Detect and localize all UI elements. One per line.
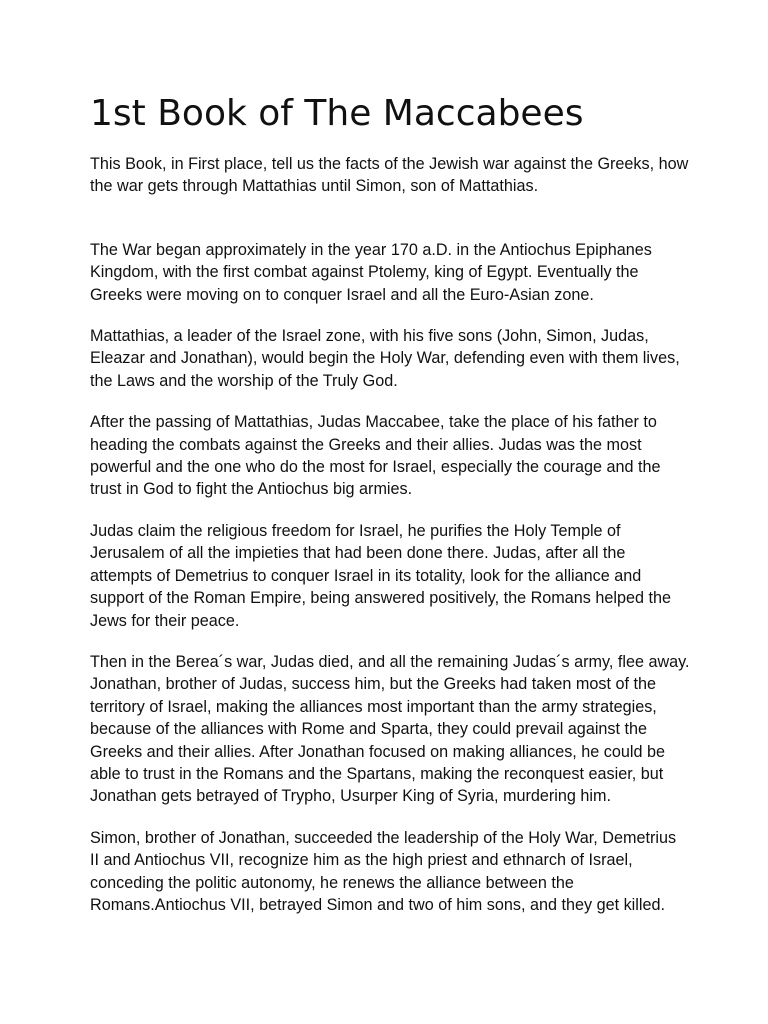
text-line: Jews for their peace. bbox=[90, 611, 240, 630]
text-line: trust in God to fight the Antiochus big armies. bbox=[90, 480, 413, 499]
text-line: attempts of Demetrius to conquer Israel in its totality, look for the alliance and bbox=[90, 566, 642, 585]
paragraph-religious-freedom bbox=[90, 520, 690, 632]
paragraph-mattathias bbox=[90, 325, 690, 392]
document-title: 1st Book of The Maccabees bbox=[90, 93, 584, 134]
text-line: Simon, brother of Jonathan, succeeded the leadership of the Holy War, Demetrius bbox=[90, 828, 677, 847]
text-line: heading the combats against the Greeks and their allies. Judas was the most bbox=[90, 435, 642, 454]
text-line: Judas claim the religious freedom for Israel, he purifies the Holy Temple of bbox=[90, 521, 621, 540]
text-line: The War began approximately in the year 170 a.D. in the Antiochus Epiphanes bbox=[90, 240, 652, 259]
text-line: able to trust in the Romans and the Spartans, making the reconquest easier, but bbox=[90, 764, 664, 783]
text-line: Romans.Antiochus VII, betrayed Simon and two of him sons, and they get killed. bbox=[90, 895, 665, 914]
text-line: Eleazar and Jonathan), would begin the Holy War, defending even with them lives, bbox=[90, 349, 680, 368]
text-line: After the passing of Mattathias, Judas Maccabee, take the place of his father to bbox=[90, 413, 657, 432]
text-line: Greeks were moving on to conquer Israel and all the Euro-Asian zone. bbox=[90, 285, 594, 304]
text-line: Kingdom, with the first combat against Ptolemy, king of Egypt. Eventually the bbox=[90, 263, 639, 282]
document-body bbox=[90, 153, 690, 916]
text-line: Jonathan gets betrayed of Trypho, Usurper King of Syria, murdering him. bbox=[90, 787, 611, 806]
text-line: Then in the Berea´s war, Judas died, and all the remaining Judas´s army, flee away. bbox=[90, 652, 690, 671]
paragraph-jonathan bbox=[90, 651, 690, 808]
text-line: This Book, in First place, tell us the facts of the Jewish war against the Greeks, how bbox=[90, 155, 689, 173]
text-line: support of the Roman Empire, being answered positively, the Romans helped the bbox=[90, 589, 671, 608]
text-line: conceding the politic autonomy, he renews the alliance between the bbox=[90, 873, 574, 892]
text-line: territory of Israel, making the alliances most important than the army strategies, bbox=[90, 697, 657, 716]
paragraph-intro bbox=[90, 153, 690, 198]
text-line: Mattathias, a leader of the Israel zone, with his five sons (John, Simon, Judas, bbox=[90, 327, 649, 346]
text-line: because of the alliances with Rome and Sparta, they could prevail against the bbox=[90, 720, 648, 739]
text-line: Jonathan, brother of Judas, success him, but the Greeks had taken most of the bbox=[90, 675, 656, 694]
paragraph-simon bbox=[90, 827, 690, 917]
text-line: powerful and the one who do the most for Israel, especially the courage and the bbox=[90, 458, 661, 477]
text-line: the Laws and the worship of the Truly God. bbox=[90, 371, 398, 390]
text-line: Jerusalem of all the impieties that had been done there. Judas, after all the bbox=[90, 544, 626, 563]
text-line: Greeks and their allies. After Jonathan focused on making alliances, he could be bbox=[90, 742, 666, 761]
paragraph-judas-maccabee bbox=[90, 411, 690, 501]
text-line: the war gets through Mattathias until Simon, son of Mattathias. bbox=[90, 177, 539, 196]
paragraph-war-beginning bbox=[90, 239, 690, 306]
text-line: II and Antiochus VII, recognize him as the high priest and ethnarch of Israel, bbox=[90, 851, 633, 870]
